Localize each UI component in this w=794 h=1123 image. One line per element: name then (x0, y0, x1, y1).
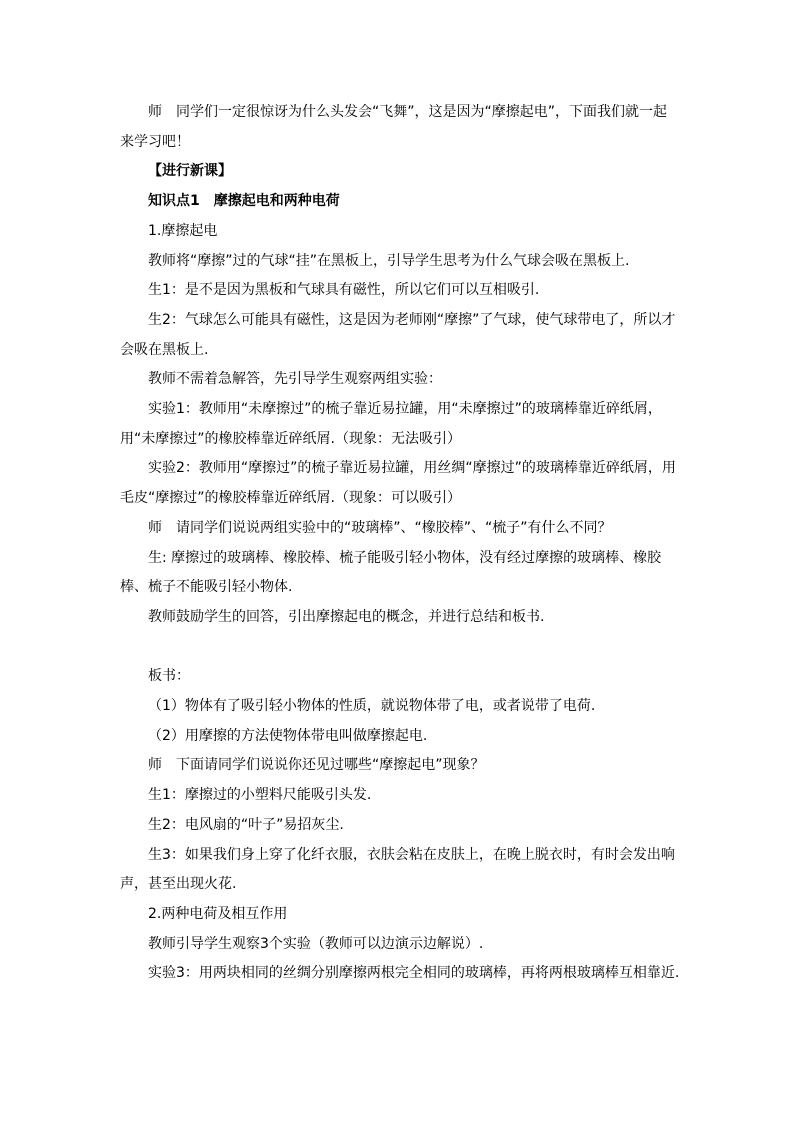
paragraph-student-example-1: 生1：摩擦过的小塑料尺能吸引头发. (148, 787, 372, 804)
paragraph-experiment-3: 实验3：用两块相同的丝绸分别摩擦两根完全相同的玻璃棒，再将两根玻璃棒互相靠近. (148, 965, 680, 982)
paragraph-student-1: 生1：是不是因为黑板和气球具有磁性，所以它们可以互相吸引. (148, 282, 540, 299)
knowledge-point-heading: 知识点1 摩擦起电和两种电荷 (148, 193, 340, 210)
paragraph-teacher-summary: 教师鼓励学生的回答，引出摩擦起电的概念，并进行总结和板书. (148, 608, 545, 625)
paragraph-student-2: 生2：气球怎么可能具有磁性，这是因为老师刚“摩擦”了气球，使气球带电了，所以才会吸在黑板上. (120, 311, 676, 358)
paragraph-board-point-1: （1）物体有了吸引轻小物体的性质，就说物体带了电，或者说带了电荷. (148, 698, 596, 715)
section-heading-new-lesson: 【进行新课】 (148, 163, 232, 180)
paragraph-student-example-3: 生3：如果我们身上穿了化纤衣服，衣肤会粘在皮肤上，在晚上脱衣时，有时会发出响声，甚至出现火花. (120, 846, 675, 893)
paragraph-teacher-three-experiments: 教师引导学生观察3个实验（教师可以边演示边解说）. (148, 935, 484, 952)
document-body (120, 98, 680, 989)
subheading-friction-electrification: 1.摩擦起电 (148, 222, 218, 239)
paragraph-student-answer: 生: 摩擦过的玻璃棒、橡胶棒、梳子能吸引轻小物体，没有经过摩擦的玻璃棒、橡胶棒、梳子不能吸引轻小物体. (120, 549, 662, 596)
paragraph-experiment-1: 实验1：教师用“未摩擦过”的梳子靠近易拉罐，用“未摩擦过”的玻璃棒靠近碎纸屑，用“未摩擦过”的橡胶棒靠近碎纸屑.（现象：无法吸引） (120, 401, 662, 447)
paragraph-board-point-2: （2）用摩擦的方法使物体带电叫做摩擦起电. (148, 727, 428, 744)
paragraph-balloon-demo: 教师将“摩擦”过的气球“挂”在黑板上，引导学生思考为什么气球会吸在黑板上. (148, 252, 630, 269)
paragraph-teacher-question: 师 请同学们说说两组实验中的“玻璃棒”、“橡胶棒”、“梳子”有什么不同？ (148, 519, 612, 536)
subheading-two-charges: 2.两种电荷及相互作用 (148, 905, 288, 922)
paragraph-board-title: 板书： (148, 668, 190, 685)
paragraph-teacher-prompt: 师 下面请同学们说说你还见过哪些“摩擦起电”现象？ (148, 757, 485, 774)
paragraph-teacher-intro: 师 同学们一定很惊讶为什么头发会“飞舞”，这是因为“摩擦起电”，下面我们就一起来学习吧！ (120, 104, 668, 150)
blank-line (120, 633, 680, 663)
paragraph-teacher-guidance: 教师不需着急解答，先引导学生观察两组实验： (148, 371, 442, 388)
paragraph-experiment-2: 实验2：教师用“摩擦过”的梳子靠近易拉罐，用丝绸“摩擦过”的玻璃棒靠近碎纸屑，用毛皮“摩擦过”的橡胶棒靠近碎纸屑.（现象：可以吸引） (120, 460, 676, 507)
paragraph-student-example-2: 生2：电风扇的“叶子”易招灰尘. (148, 816, 344, 833)
